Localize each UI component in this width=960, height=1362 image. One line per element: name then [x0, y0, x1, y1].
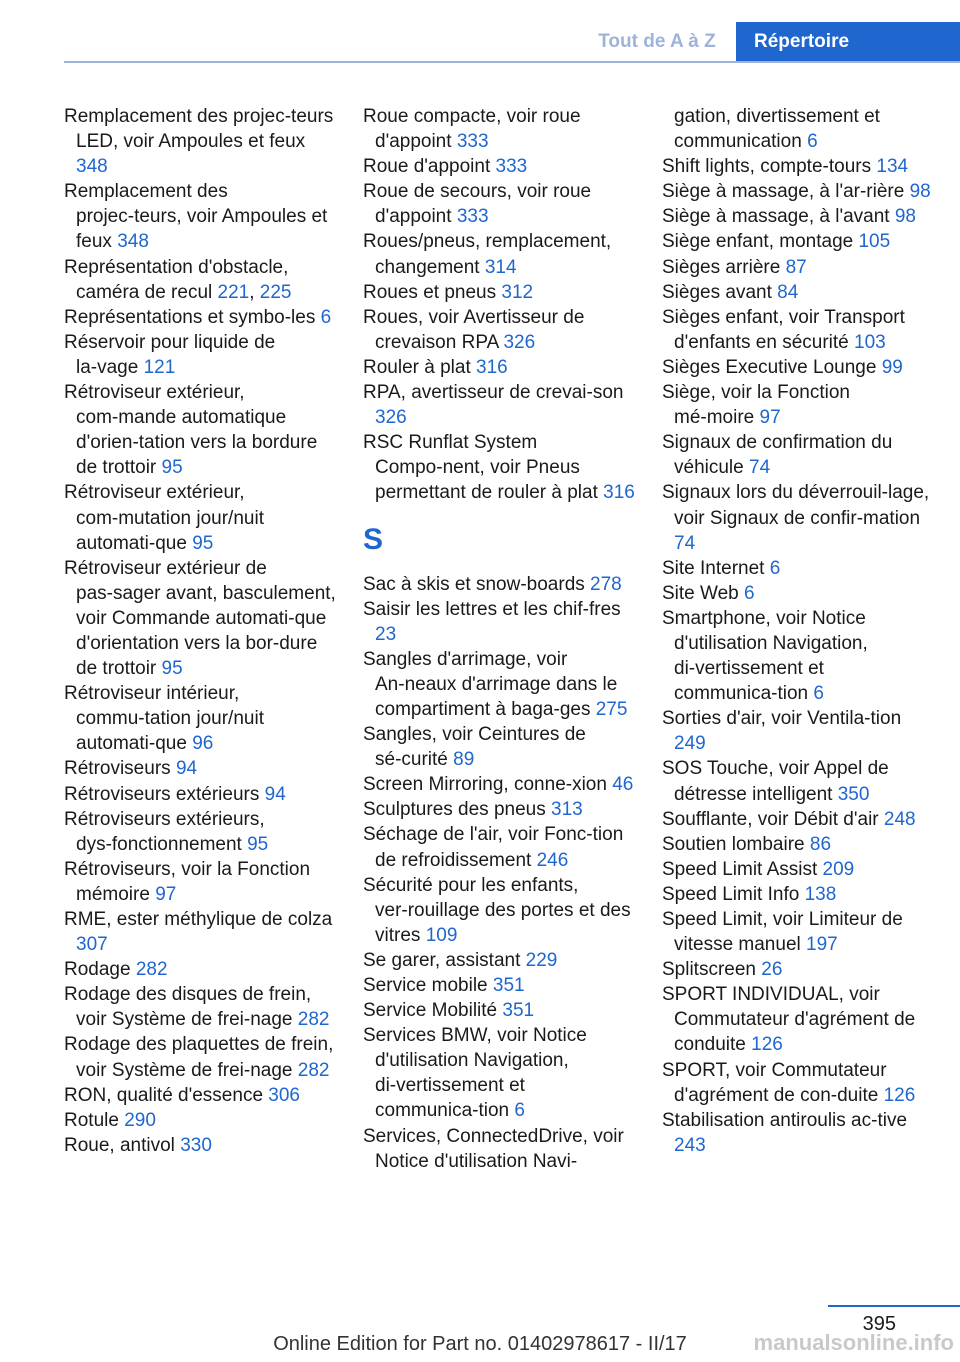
page-link[interactable]: 326 — [375, 407, 407, 429]
index-entry — [363, 154, 635, 179]
index-entry — [662, 756, 934, 806]
index-term: Se garer, assistant — [363, 949, 521, 971]
index-entry — [64, 756, 336, 781]
index-column-3 — [662, 104, 934, 1158]
page-link[interactable]: 23 — [375, 623, 397, 645]
page-link[interactable]: 95 — [247, 833, 269, 855]
index-term: RME, ester méthylique de colza — [64, 909, 333, 930]
page-link[interactable]: 350 — [837, 783, 870, 805]
index-entry — [662, 1108, 934, 1158]
index-term: Soutien lombaire — [662, 833, 805, 855]
index-entry — [363, 948, 635, 973]
page-link[interactable]: 86 — [809, 833, 832, 855]
index-term: Soufflante, voir Débit d'air — [662, 808, 879, 830]
page-link[interactable]: 6 — [807, 131, 818, 153]
page-link[interactable]: 348 — [76, 156, 108, 178]
index-entry — [662, 204, 934, 229]
page-link[interactable]: 333 — [456, 131, 489, 153]
index-entry — [363, 1023, 635, 1123]
page-link[interactable]: 99 — [881, 356, 903, 378]
index-entry — [363, 355, 635, 380]
index-entry — [363, 1124, 635, 1174]
index-entry — [662, 907, 934, 957]
page-link[interactable]: 126 — [751, 1034, 783, 1056]
index-term: Signaux lors du déverrouil‑lage, voir Signaux de confir‑mation — [662, 482, 930, 529]
page-link[interactable]: 197 — [806, 934, 838, 956]
index-entry — [64, 1108, 336, 1133]
index-term: Remplacement des projec‑teurs, voir Ampoules et feux — [64, 181, 328, 253]
header-bar — [0, 0, 960, 64]
index-term: Speed Limit Info — [662, 883, 800, 905]
index-term: gation, divertissement et communication — [674, 106, 880, 153]
index-term: Speed Limit, voir Limiteur de vitesse manuel — [662, 909, 903, 956]
tab-repertoire[interactable]: Répertoire — [736, 22, 960, 62]
page-link[interactable]: 249 — [674, 733, 706, 755]
page-link[interactable]: 87 — [785, 256, 807, 278]
index-term: Sièges arrière — [662, 256, 781, 278]
index-term: Sièges Executive Lounge — [662, 356, 877, 378]
page-link[interactable]: 275 — [595, 698, 628, 720]
index-term: Sécurité pour les enfants, ver‑rouillage des portes et des vitres — [363, 874, 631, 946]
tab-tout-de-a-a-z[interactable]: Tout de A à Z — [598, 31, 716, 52]
page-link[interactable]: 84 — [777, 281, 799, 303]
index-entry — [363, 647, 635, 722]
index-column-2 — [363, 104, 635, 1174]
page-link[interactable]: 307 — [76, 934, 108, 956]
index-term: Screen Mirroring, conne‑xion — [363, 774, 607, 796]
index-entry — [662, 807, 934, 832]
page-link[interactable]: 306 — [268, 1084, 300, 1106]
index-term: Rodage des plaquettes de frein, voir Système de frei‑nage — [64, 1034, 334, 1081]
page-link[interactable]: 225 — [259, 281, 292, 303]
index-entry — [64, 305, 336, 330]
page-link[interactable]: 74 — [749, 457, 771, 479]
page-link[interactable]: 243 — [674, 1134, 706, 1156]
index-entry — [662, 1058, 934, 1108]
page-link[interactable]: 97 — [759, 407, 781, 429]
index-entry — [363, 104, 635, 154]
index-entry — [363, 973, 635, 998]
index-entry — [64, 807, 336, 857]
page-link[interactable]: 109 — [425, 924, 458, 946]
index-entry — [662, 430, 934, 480]
index-entry — [363, 873, 635, 948]
page-link[interactable]: 330 — [180, 1134, 212, 1156]
page-link[interactable]: 95 — [161, 457, 183, 479]
index-entry — [363, 229, 635, 279]
index-term: SPORT, voir Commutateur d'agrément de con‑duite — [662, 1059, 887, 1106]
index-term: Rétroviseur extérieur, com‑mande automatique d'orien‑tation vers la bordure de trottoir — [64, 382, 318, 479]
page-link[interactable]: 98 — [894, 206, 916, 228]
index-term: Sangles, voir Ceintures de sé‑curité — [363, 724, 586, 771]
index-term: Shift lights, compte‑tours — [662, 156, 872, 178]
index-term: Représentation d'obstacle, caméra de recul — [64, 256, 289, 303]
page-link[interactable]: 46 — [612, 774, 634, 796]
index-term: Sièges avant — [662, 281, 772, 303]
page-link[interactable]: 282 — [297, 1009, 330, 1031]
index-entry — [363, 572, 635, 597]
page-link[interactable]: 98 — [909, 181, 931, 203]
index-term: Services BMW, voir Notice d'utilisation Navigation, di‑vertissement et communica‑tion — [363, 1025, 587, 1122]
index-entry — [662, 179, 934, 204]
index-term: Signaux de confirmation du véhicule — [662, 432, 893, 479]
page-link[interactable]: 209 — [822, 858, 855, 880]
page-link[interactable]: 282 — [135, 959, 168, 981]
page-link[interactable]: 278 — [590, 573, 622, 595]
index-term: Service mobile — [363, 975, 488, 996]
index-entry — [64, 681, 336, 756]
index-entry — [64, 104, 336, 179]
index-entry — [662, 581, 934, 606]
index-term: RSC Runflat System Compo‑nent, voir Pneus permettant de rouler à plat — [363, 432, 598, 504]
header-divider — [64, 61, 960, 63]
index-term: Sorties d'air, voir Ventila‑tion — [662, 708, 902, 730]
index-term: Rétroviseurs, voir la Fonction mémoire — [64, 858, 311, 905]
page-link[interactable]: 94 — [175, 758, 198, 780]
index-entry — [64, 957, 336, 982]
index-term: SOS Touche, voir Appel de détresse intelligent — [662, 758, 889, 805]
index-entry — [64, 1032, 336, 1082]
index-entry — [64, 330, 336, 380]
edition-footer: Online Edition for Part no. 01402978617 - II/17 — [273, 1333, 687, 1355]
page-link[interactable]: 96 — [192, 733, 214, 755]
page-link[interactable]: 282 — [297, 1059, 330, 1081]
index-term: Siège à massage, à l'ar‑rière — [662, 181, 905, 203]
index-entry — [662, 882, 934, 907]
index-term: Rouler à plat — [363, 356, 471, 378]
index-entry — [662, 982, 934, 1057]
page-link[interactable]: 121 — [143, 356, 176, 378]
index-term: Rétroviseurs extérieurs — [64, 783, 260, 805]
index-term: Réservoir pour liquide de la‑vage — [64, 331, 276, 378]
page-link[interactable]: 138 — [804, 883, 837, 905]
index-term: Speed Limit Assist — [662, 858, 818, 880]
index-entry — [363, 998, 635, 1023]
index-term: Smartphone, voir Notice d'utilisation Navigation, di‑vertissement et communica‑tion — [662, 607, 868, 705]
index-entry — [363, 772, 635, 797]
index-term: Siège à massage, à l'avant — [662, 206, 890, 228]
index-entry — [64, 857, 336, 907]
index-entry — [662, 480, 934, 555]
page-link[interactable]: 312 — [501, 281, 534, 303]
index-entry — [662, 957, 934, 982]
index-entry — [662, 556, 934, 581]
index-entry — [662, 255, 934, 280]
index-entry — [64, 982, 336, 1032]
index-entry — [363, 797, 635, 822]
index-entry — [363, 380, 635, 430]
index-entry — [64, 179, 336, 254]
index-term: Représentations et symbo‑les — [64, 306, 316, 328]
index-term: Roue de secours, voir roue d'appoint — [363, 181, 592, 228]
page-link[interactable]: 229 — [525, 949, 558, 971]
page-link[interactable]: 351 — [492, 975, 525, 996]
page-link[interactable]: 26 — [761, 959, 783, 981]
index-term: Rétroviseur extérieur de pas‑sager avant, basculement, voir Commande automati‑que d'orientation vers la bor‑dure de trottoir — [64, 557, 336, 680]
index-term: RPA, avertisseur de crevai‑son — [363, 382, 624, 404]
page-link[interactable]: 348 — [117, 231, 149, 253]
index-entry — [662, 857, 934, 882]
index-entry — [64, 1083, 336, 1108]
page-link[interactable]: 6 — [514, 1100, 525, 1122]
page-link[interactable]: 103 — [854, 331, 886, 353]
index-entry — [363, 722, 635, 772]
index-entry — [363, 179, 635, 229]
index-term: Rétroviseur intérieur, commu‑tation jour/nuit automati‑que — [64, 683, 264, 755]
index-entry — [363, 280, 635, 305]
index-term: Sculptures des pneus — [363, 799, 546, 821]
page-link[interactable]: 351 — [502, 1000, 535, 1022]
index-entry — [662, 305, 934, 355]
index-entry — [662, 706, 934, 756]
index-entry: Représentation d'obstacle, caméra de recul 221, 225 — [64, 256, 292, 303]
page-link[interactable]: 313 — [551, 799, 583, 821]
index-term: Services, ConnectedDrive, voir Notice d'utilisation Navi‑ — [363, 1125, 624, 1172]
index-term: Remplacement des projec‑teurs LED, voir Ampoules et feux — [64, 106, 334, 153]
page-link[interactable]: 105 — [858, 231, 891, 253]
index-entry — [662, 229, 934, 254]
page-link[interactable]: 97 — [155, 883, 177, 905]
index-term: Site Web — [662, 582, 739, 604]
page-link[interactable]: 246 — [536, 849, 569, 871]
index-entry — [64, 480, 336, 555]
index-term: Rétroviseur extérieur, com‑mutation jour/nuit automati‑que — [64, 482, 264, 554]
page-link[interactable]: 6 — [744, 582, 755, 604]
index-term: Siège, voir la Fonction mé‑moire — [662, 382, 850, 429]
index-entry — [662, 355, 934, 380]
index-column-1 — [64, 104, 336, 1158]
page-link[interactable]: 74 — [674, 532, 696, 554]
watermark: manualsonline.info — [753, 1330, 954, 1355]
index-term: Sièges enfant, voir Transport d'enfants en sécurité — [662, 306, 905, 353]
index-term: Siège enfant, montage — [662, 231, 854, 253]
index-entry — [662, 280, 934, 305]
index-entry — [64, 380, 336, 480]
index-term: Service Mobilité — [363, 1000, 498, 1022]
index-entry — [363, 305, 635, 355]
index-term: Roue compacte, voir roue d'appoint — [363, 106, 581, 153]
page-link[interactable]: 333 — [456, 206, 489, 228]
page-link[interactable]: 314 — [484, 256, 517, 278]
page-number: 395 — [862, 1313, 896, 1335]
page-link[interactable]: 95 — [161, 658, 183, 680]
index-term: Stabilisation antiroulis ac‑tive — [662, 1109, 908, 1131]
index-term: Splitscreen — [662, 959, 756, 981]
index-term: Sangles d'arrimage, voir An‑neaux d'arrimage dans le compartiment à baga‑ges — [363, 648, 618, 720]
index-entry — [363, 430, 635, 505]
page-link[interactable]: 221 — [217, 281, 250, 303]
page-link[interactable]: 326 — [503, 331, 536, 353]
page-link[interactable]: 89 — [453, 749, 475, 771]
index-term: Roues/pneus, remplacement, changement — [363, 231, 612, 278]
index-term: SPORT INDIVIDUAL, voir Commutateur d'agrément de conduite — [662, 984, 916, 1056]
page-link[interactable]: 6 — [769, 557, 781, 579]
index-entry — [64, 1133, 336, 1158]
index-term: Rétroviseurs — [64, 758, 171, 780]
page-link[interactable]: 333 — [495, 156, 528, 178]
index-term: Saisir les lettres et les chif‑fres — [363, 598, 621, 620]
index-term: Site Internet — [662, 557, 765, 579]
index-entry — [64, 907, 336, 957]
index-term: Roues, voir Avertisseur de crevaison RPA — [363, 306, 585, 353]
page-link[interactable]: 316 — [603, 482, 635, 504]
page-link[interactable]: 134 — [876, 156, 909, 178]
page-link[interactable]: 6 — [320, 306, 332, 328]
index-term: Roue d'appoint — [363, 156, 491, 178]
page-link[interactable]: 290 — [124, 1109, 156, 1131]
index-term: Rétroviseurs extérieurs, dys‑fonctionnement — [64, 808, 265, 855]
index-entry-continuation — [662, 104, 934, 154]
index-term: Roue, antivol — [64, 1134, 175, 1156]
index-entry — [662, 154, 934, 179]
index-term: Rodage des disques de frein, voir Système de frei‑nage — [64, 984, 312, 1031]
section-letter: S — [363, 522, 384, 556]
index-term: Roues et pneus — [363, 281, 497, 303]
page-link[interactable]: 6 — [813, 683, 824, 705]
index-term: Rotule — [64, 1109, 119, 1131]
index-term: RON, qualité d'essence — [64, 1084, 264, 1106]
footer-accent-line — [828, 1305, 960, 1307]
index-entry — [363, 597, 635, 647]
index-entry — [662, 832, 934, 857]
index-term: Rodage — [64, 959, 131, 981]
index-entry — [662, 380, 934, 430]
page-link[interactable]: 248 — [883, 808, 916, 830]
index-term: Séchage de l'air, voir Fonc‑tion de refroidissement — [363, 824, 624, 871]
index-term: Sac à skis et snow‑boards — [363, 573, 585, 595]
index-entry — [64, 782, 336, 807]
index-entry — [64, 556, 336, 681]
page-link[interactable]: 95 — [192, 532, 214, 554]
page-link[interactable]: 126 — [883, 1084, 916, 1106]
page-link[interactable]: 316 — [476, 356, 508, 378]
index-entry — [662, 606, 934, 706]
page-link[interactable]: 94 — [264, 783, 286, 805]
index-entry — [363, 822, 635, 872]
